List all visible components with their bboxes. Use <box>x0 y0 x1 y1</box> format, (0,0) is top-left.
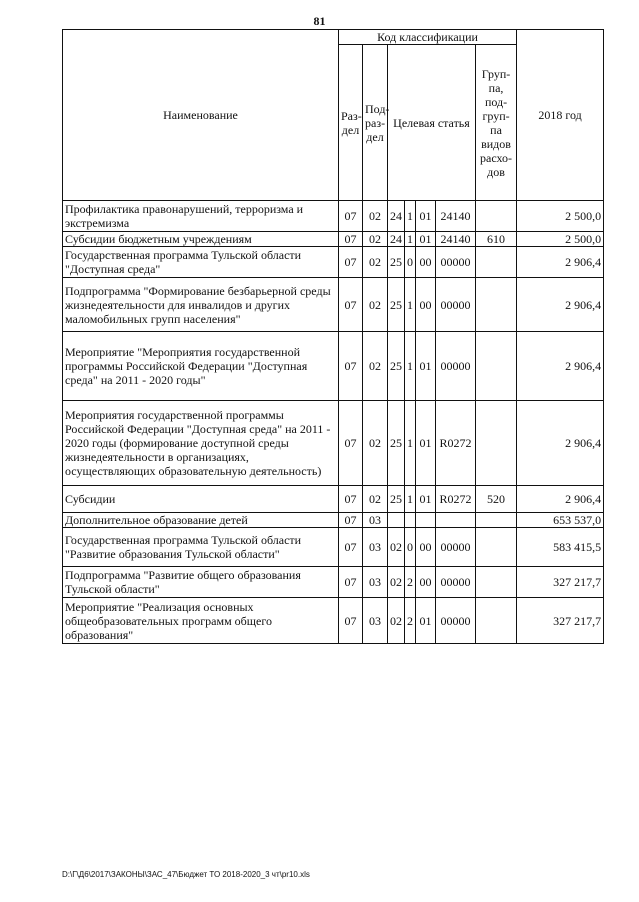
cell-razdel: 07 <box>339 486 363 513</box>
page-number: 81 <box>313 14 326 28</box>
cell-amount: 2 906,4 <box>517 247 604 278</box>
cell-t1: 02 <box>388 567 405 598</box>
table-row <box>63 401 604 486</box>
cell-t3 <box>416 513 436 528</box>
cell-t2: 1 <box>405 332 416 401</box>
cell-t1 <box>388 513 405 528</box>
cell-t4: 24140 <box>436 201 476 232</box>
cell-t1: 25 <box>388 247 405 278</box>
cell-t4: 00000 <box>436 278 476 332</box>
cell-t2: 2 <box>405 598 416 644</box>
cell-razdel: 07 <box>339 513 363 528</box>
cell-razdel: 07 <box>339 247 363 278</box>
cell-podrazdel: 03 <box>363 513 388 528</box>
cell-amount: 2 906,4 <box>517 278 604 332</box>
cell-podrazdel: 02 <box>363 278 388 332</box>
cell-t2: 0 <box>405 528 416 567</box>
cell-t1: 25 <box>388 486 405 513</box>
table-row <box>63 598 604 644</box>
cell-name: Субсидии <box>63 486 339 513</box>
cell-vid <box>476 513 517 528</box>
cell-podrazdel: 02 <box>363 332 388 401</box>
cell-t4: 24140 <box>436 232 476 247</box>
cell-name: Государственная программа Тульской области "Развитие образования Тульской области" <box>63 528 339 567</box>
cell-amount: 327 217,7 <box>517 598 604 644</box>
cell-t4: 00000 <box>436 528 476 567</box>
cell-razdel: 07 <box>339 232 363 247</box>
cell-t3: 00 <box>416 278 436 332</box>
cell-t1: 25 <box>388 401 405 486</box>
cell-t3: 01 <box>416 201 436 232</box>
cell-t1: 02 <box>388 598 405 644</box>
cell-vid: 610 <box>476 232 517 247</box>
cell-name: Подпрограмма "Развитие общего образования Тульской области" <box>63 567 339 598</box>
cell-t1: 25 <box>388 278 405 332</box>
cell-t2: 0 <box>405 247 416 278</box>
cell-name: Государственная программа Тульской области "Доступная среда" <box>63 247 339 278</box>
cell-razdel: 07 <box>339 201 363 232</box>
cell-t3: 00 <box>416 567 436 598</box>
table-row <box>63 332 604 401</box>
cell-vid <box>476 528 517 567</box>
cell-t3: 01 <box>416 401 436 486</box>
header-year: 2018 год <box>517 30 604 201</box>
cell-razdel: 07 <box>339 528 363 567</box>
cell-razdel: 07 <box>339 401 363 486</box>
cell-podrazdel: 02 <box>363 201 388 232</box>
header-expense-group: Груп- па, под- груп- па видов расхо- дов <box>476 45 517 201</box>
cell-t1: 02 <box>388 528 405 567</box>
cell-t4 <box>436 513 476 528</box>
cell-t3: 01 <box>416 598 436 644</box>
cell-razdel: 07 <box>339 332 363 401</box>
header-section: Раз- дел <box>339 45 363 201</box>
cell-amount: 653 537,0 <box>517 513 604 528</box>
cell-t4: R0272 <box>436 486 476 513</box>
cell-vid <box>476 401 517 486</box>
cell-vid <box>476 247 517 278</box>
cell-t1: 24 <box>388 201 405 232</box>
cell-amount: 2 500,0 <box>517 232 604 247</box>
cell-t4: 00000 <box>436 332 476 401</box>
cell-amount: 327 217,7 <box>517 567 604 598</box>
cell-name: Мероприятие "Мероприятия государственной программы Российской Федерации "Доступная среда" на 2011 - 2020 годы" <box>63 332 339 401</box>
cell-razdel: 07 <box>339 598 363 644</box>
cell-t3: 01 <box>416 232 436 247</box>
cell-t2: 1 <box>405 401 416 486</box>
cell-name: Субсидии бюджетным учреждениям <box>63 232 339 247</box>
cell-t2: 1 <box>405 486 416 513</box>
cell-t4: R0272 <box>436 401 476 486</box>
cell-amount: 2 500,0 <box>517 201 604 232</box>
cell-vid <box>476 598 517 644</box>
cell-t4: 00000 <box>436 598 476 644</box>
cell-t2: 1 <box>405 278 416 332</box>
table-row <box>63 528 604 567</box>
cell-razdel: 07 <box>339 278 363 332</box>
cell-t4: 00000 <box>436 567 476 598</box>
file-path-footer: D:\Г\Д6\2017\ЗАКОНЫ\ЗАС_47\Бюджет ТО 2018-2020_3 чт\pr10.xls <box>62 870 310 879</box>
header-subsection: Под- раз- дел <box>363 45 388 201</box>
cell-podrazdel: 02 <box>363 401 388 486</box>
cell-t2 <box>405 513 416 528</box>
table-row <box>63 232 604 247</box>
header-target: Целевая статья <box>388 45 476 201</box>
cell-name: Мероприятия государственной программы Российской Федерации "Доступная среда" на 2011 - 2020 годы (формирование доступной среды жизнедеятельности в организациях, осуществляющих образовательную деятельность) <box>63 401 339 486</box>
budget-table <box>62 29 604 644</box>
table-row <box>63 486 604 513</box>
cell-vid: 520 <box>476 486 517 513</box>
cell-amount: 2 906,4 <box>517 332 604 401</box>
header-name: Наименование <box>63 30 339 201</box>
cell-vid <box>476 332 517 401</box>
cell-t3: 00 <box>416 528 436 567</box>
cell-podrazdel: 02 <box>363 486 388 513</box>
cell-t3: 01 <box>416 332 436 401</box>
cell-name: Подпрограмма "Формирование безбарьерной среды жизнедеятельности для инвалидов и других маломобильных групп населения" <box>63 278 339 332</box>
cell-amount: 2 906,4 <box>517 401 604 486</box>
cell-podrazdel: 02 <box>363 232 388 247</box>
cell-podrazdel: 03 <box>363 528 388 567</box>
cell-t2: 1 <box>405 201 416 232</box>
cell-podrazdel: 02 <box>363 247 388 278</box>
cell-vid <box>476 201 517 232</box>
cell-t1: 24 <box>388 232 405 247</box>
cell-podrazdel: 03 <box>363 567 388 598</box>
cell-vid <box>476 278 517 332</box>
cell-t2: 2 <box>405 567 416 598</box>
cell-podrazdel: 03 <box>363 598 388 644</box>
cell-amount: 2 906,4 <box>517 486 604 513</box>
cell-t1: 25 <box>388 332 405 401</box>
cell-t2: 1 <box>405 232 416 247</box>
cell-amount: 583 415,5 <box>517 528 604 567</box>
cell-name: Дополнительное образование детей <box>63 513 339 528</box>
cell-vid <box>476 567 517 598</box>
table-row <box>63 278 604 332</box>
cell-name: Профилактика правонарушений, терроризма и экстремизма <box>63 201 339 232</box>
header-code-group: Код классификации <box>339 30 517 45</box>
table-row <box>63 567 604 598</box>
cell-t4: 00000 <box>436 247 476 278</box>
table-row <box>63 201 604 232</box>
cell-t3: 01 <box>416 486 436 513</box>
cell-t3: 00 <box>416 247 436 278</box>
table-row <box>63 247 604 278</box>
cell-razdel: 07 <box>339 567 363 598</box>
table-row <box>63 513 604 528</box>
cell-name: Мероприятие "Реализация основных общеобразовательных программ общего образования" <box>63 598 339 644</box>
